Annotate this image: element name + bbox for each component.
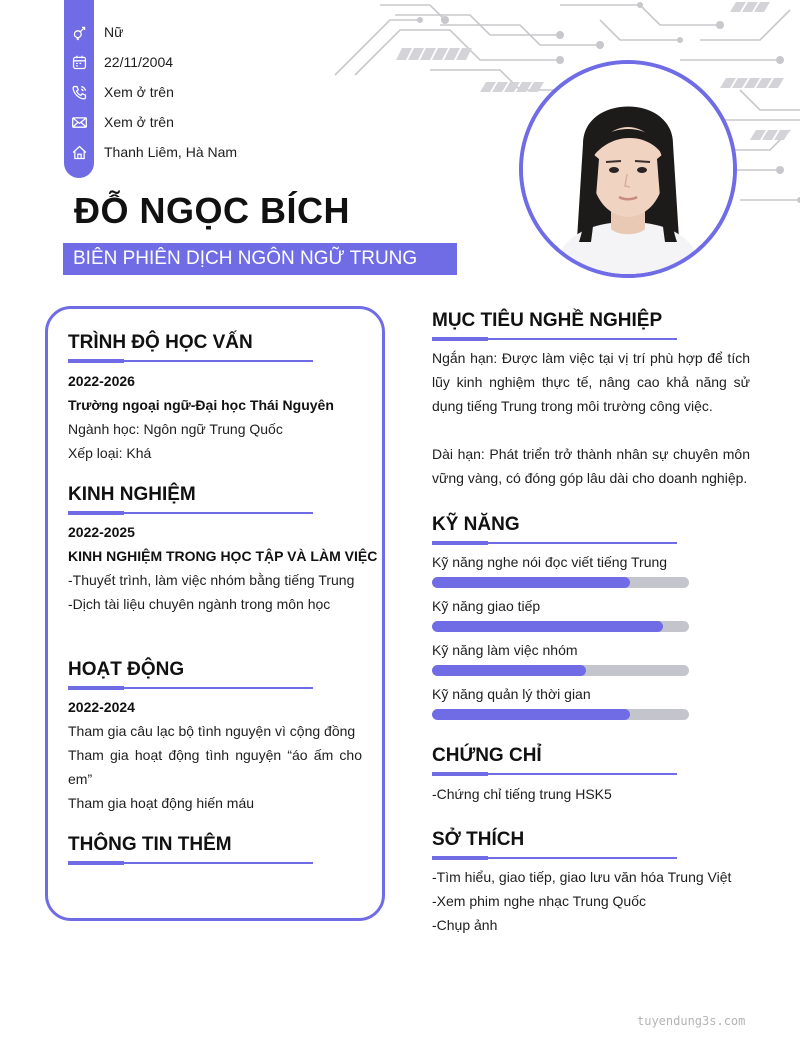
contact-address — [64, 137, 237, 167]
hobby-item: -Tìm hiểu, giao tiếp, giao lưu văn hóa Trung Việt — [432, 869, 732, 885]
contact-birthday — [64, 47, 173, 77]
extra-info-title: THÔNG TIN THÊM — [68, 834, 232, 855]
skill-bar-fill — [432, 665, 586, 676]
contact-phone — [64, 77, 174, 107]
mail-icon — [64, 107, 94, 137]
candidate-name: ĐỖ NGỌC BÍCH — [74, 190, 350, 231]
hobby-item: -Xem phim nghe nhạc Trung Quốc — [432, 893, 647, 909]
calendar-icon — [64, 47, 94, 77]
activities-title: HOẠT ĐỘNG — [68, 659, 185, 680]
phone-text: Xem ở trên — [104, 84, 174, 100]
home-icon — [64, 137, 94, 167]
objective-long-term: Dài hạn: Phát triển trở thành nhân sự chuyên môn vững vàng, có đóng góp lâu dài cho doanh nghiệp. — [432, 446, 750, 486]
watermark-text: tuyendung3s.com — [637, 1014, 746, 1028]
experience-item: -Thuyết trình, làm việc nhóm bằng tiếng Trung — [68, 572, 355, 588]
email-text: Xem ở trên — [104, 114, 174, 130]
phone-icon — [64, 77, 94, 107]
education-major: Ngành học: Ngôn ngữ Trung Quốc — [68, 421, 283, 437]
contact-gender — [64, 17, 123, 47]
skill-bar-fill — [432, 709, 630, 720]
job-title-banner: BIÊN PHIÊN DỊCH NGÔN NGỮ TRUNG — [63, 243, 457, 275]
certificates-underline — [432, 773, 677, 775]
left-info-card — [45, 306, 385, 921]
skill-bar — [432, 621, 689, 632]
experience-period: 2022-2025 — [68, 524, 135, 540]
skill-label: Kỹ năng nghe nói đọc viết tiếng Trung — [432, 554, 668, 570]
skill-bar — [432, 665, 689, 676]
certificates-title: CHỨNG CHỈ — [432, 745, 542, 766]
education-title: TRÌNH ĐỘ HỌC VẤN — [68, 332, 253, 353]
skill-bar-fill — [432, 577, 630, 588]
gender-text: Nữ — [104, 24, 124, 40]
objective-underline — [432, 338, 677, 340]
hobby-item: -Chụp ảnh — [432, 917, 498, 933]
objective-title: MỤC TIÊU NGHỀ NGHIỆP — [432, 310, 663, 331]
skill-bar-fill — [432, 621, 663, 632]
skill-bar — [432, 709, 689, 720]
education-school: Trường ngoại ngữ-Đại học Thái Nguyên — [68, 397, 334, 413]
hobbies-underline — [432, 857, 677, 859]
portrait-photo — [523, 64, 733, 274]
objective-short-term: Ngắn hạn: Được làm việc tại vị trí phù hợp để tích lũy kinh nghiệm thực tế, nâng cao khả năng sử dụng tiếng Trung trong môi trường công việc. — [432, 350, 750, 414]
experience-title: KINH NGHIỆM — [68, 484, 196, 505]
activity-item: Tham gia hoạt động tình nguyện “áo ấm cho em” — [68, 747, 362, 787]
skills-title: KỸ NĂNG — [432, 514, 520, 535]
gender-icon — [64, 17, 94, 47]
hobbies-title: SỞ THÍCH — [432, 829, 525, 850]
activities-period: 2022-2024 — [68, 699, 135, 715]
activity-item: Tham gia hoạt động hiến máu — [68, 795, 255, 811]
education-grade: Xếp loại: Khá — [68, 445, 152, 461]
experience-item: -Dịch tài liệu chuyên ngành trong môn học — [68, 596, 331, 612]
skills-underline — [432, 542, 677, 544]
skill-label: Kỹ năng giao tiếp — [432, 598, 541, 614]
skill-bar — [432, 577, 689, 588]
education-period: 2022-2026 — [68, 373, 135, 389]
birthday-text: 22/11/2004 — [104, 54, 174, 70]
certificate-item: -Chứng chỉ tiếng trung HSK5 — [432, 786, 612, 802]
skill-label: Kỹ năng quản lý thời gian — [432, 686, 591, 702]
activity-item: Tham gia câu lạc bộ tình nguyện vì cộng đồng — [68, 723, 356, 739]
skill-label: Kỹ năng làm việc nhóm — [432, 642, 578, 658]
experience-role: KINH NGHIỆM TRONG HỌC TẬP VÀ LÀM VIỆC — [68, 548, 378, 564]
address-text: Thanh Liêm, Hà Nam — [104, 144, 238, 160]
avatar — [519, 60, 737, 278]
contact-email — [64, 107, 174, 137]
